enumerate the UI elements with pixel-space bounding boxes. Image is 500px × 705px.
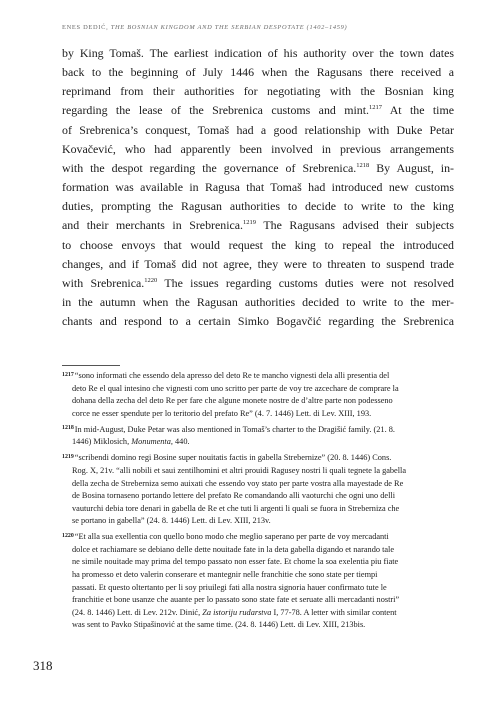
footnote-text: “sono informati che essendo dela apresso del deto Re te mancho vignesti dela alli presentia del <box>74 371 390 380</box>
footnote-line: deto Re el qual intesino che vignesti com uno scritto per parte de voy tre azcechare de comprare la <box>72 383 399 393</box>
footnote-line: de Bosina tornaseno portando lettere del prefato Re comandando alli vaoturchi che ogni uno delli <box>72 491 396 501</box>
body-line: formation was available in Ragusa that Tomaš had introduced new customs <box>62 180 454 195</box>
footnote-1218 <box>62 424 454 449</box>
page-number: 318 <box>33 658 53 673</box>
running-head <box>62 24 347 31</box>
footnote-ref-1217[interactable]: 1217 <box>368 104 382 112</box>
footnote-text: (24. 8. 1446) Lett. di Lev. 212v. Dinić, <box>72 607 201 617</box>
footnote-text: I, 77-78. A letter with similar content <box>271 607 397 617</box>
footnote-text: “Et alla sua exellentia con quello bono modo che meglio saperano per parte de voy mercadanti <box>74 532 389 542</box>
body-line-text: The Ragusans advised their subjects <box>263 218 454 233</box>
body-line <box>62 159 454 178</box>
body-line-text: with Srebrenica. <box>62 275 145 290</box>
footnote-line: corce ne esser spendute per lo teritorio del prefato Re” (4. 7. 1446) Lett. di Lev. XIII, 193. <box>72 408 372 418</box>
footnote-line: dolce et rachiamare se debiano delle dette nouitade fate in la deta gabella digando et narando tale <box>72 544 395 554</box>
footnote-line: franchitie et bone usanze che auante per lo passato sono state fate et seruate alli mercadanti nostri” <box>72 595 400 605</box>
body-line <box>62 101 454 120</box>
footnote-line <box>62 370 454 383</box>
footnote-line: della zecha de Streberniza semo auixati che essendo voy stato per parte vostra alla mayestade de Re <box>72 478 404 488</box>
footnote-number: 1217 <box>62 371 74 378</box>
footnote-line <box>62 424 454 437</box>
body-line: of Srebrenica’s conquest, Tomaš had a good relationship with Duke Petar <box>62 122 454 137</box>
body-line: in the autumn when the Ragusan authorities decided to write to the mer- <box>62 295 454 310</box>
footnote-line: ne simile nouitade may prima del tempo passato non esser fate. Et chome la soa exelentia piu fiate <box>72 557 399 567</box>
footnote-line: passati. Et questo oltertanto per li soy priuilegi fati alla nostra signoria hauer confirmato tute le <box>72 582 387 592</box>
footnotes <box>62 370 454 635</box>
footnote-1217 <box>62 370 454 420</box>
footnote-text: 1446) Miklosich, <box>72 437 130 447</box>
footnote-1219 <box>62 452 454 528</box>
running-head-title: THE BOSNIAN KINGDOM AND THE SERBIAN DESPOTATE (1402–1459) <box>110 24 348 31</box>
footnote-number: 1218 <box>62 425 74 432</box>
footnote-number: 1220 <box>62 533 74 539</box>
footnote-line <box>62 607 454 620</box>
body-line: by King Tomaš. The earliest indication of his authority over the town dates <box>62 46 454 60</box>
footnote-line <box>62 436 454 449</box>
body-line: chants and respond to a certain Simko Bogavčić regarding the Srebrenica <box>62 314 454 329</box>
footnote-line: dohana della zecha del deto Re per fare che algune monete nostre de d’altre parte non podesseno <box>72 396 393 406</box>
footnote-line: vauturchi debia tore denari in gabella de Re et che tuti li argenti li quali se fuora in Streberniza che <box>72 503 400 513</box>
body-line <box>62 274 454 293</box>
footnote-ref-1220[interactable]: 1220 <box>144 276 158 284</box>
body-line <box>62 216 454 235</box>
footnote-line: was sent to Pavko Stipašinović at the same time. (24. 8. 1446) Lett. di Lev. XIII, 213bis. <box>72 620 366 630</box>
footnote-line <box>62 531 454 544</box>
footnote-text: , 440. <box>170 437 190 447</box>
body-line-text: The issues regarding customs duties were not resolved <box>164 275 454 290</box>
footnote-divider <box>62 365 120 366</box>
body-line: Kovačević, who had apparently been involved in previous arrangements <box>62 141 454 156</box>
running-head-author: ENES DEDIĆ, <box>62 24 109 31</box>
footnote-line <box>62 452 454 465</box>
body-line: reprimand from their authorities for negotiating with the Bosnian king <box>62 84 454 99</box>
footnote-citation-title: Za istoriju rudarstva <box>202 607 272 617</box>
footnote-text: “scribendi domino regi Bosine super nouitatis factis in gabella Strebernize” (20. 8. 1446) Cons. <box>74 453 392 463</box>
body-line-text: regarding the lease of the Srebrenica customs and mint. <box>62 103 369 118</box>
main-text <box>62 44 454 331</box>
footnote-line: se portano in gabella” (24. 8. 1446) Lett. di Lev. XIII, 213v. <box>72 516 271 526</box>
body-line: back to the beginning of July 1446 when the Ragusans there received a <box>62 65 454 80</box>
footnote-ref-1218[interactable]: 1218 <box>356 161 370 169</box>
footnote-citation-title: Monumenta <box>131 437 171 447</box>
footnote-line: Rog. X, 21v. “alli nobili et saui zentilhomini et altri prouidi Ragusey nostri li quali tegnete la gabella <box>72 465 407 475</box>
body-line-text: with the despot regarding the governance of Srebrenica. <box>62 160 357 175</box>
body-line-text: By August, in- <box>376 160 454 175</box>
footnote-line: ha promesso et deto valerin conserare et mantegnir nelle franchitie che sono state per tiempi <box>72 570 378 580</box>
footnote-1220 <box>62 531 454 632</box>
body-line: changes, and if Tomaš did not agree, they were to threaten to suspend trade <box>62 256 454 271</box>
body-line-text: and their merchants in Srebrenica. <box>62 218 244 233</box>
footnote-number: 1219 <box>62 454 74 461</box>
footnote-text: In mid-August, Duke Petar was also mentioned in Tomaš’s charter to the Dragišić family. (21. 8. <box>74 424 395 434</box>
body-line-text: At the time <box>389 103 454 118</box>
footnote-ref-1219[interactable]: 1219 <box>243 219 257 227</box>
body-line: duties, prompting the Ragusan authorities to decide to write to the king <box>62 199 454 214</box>
body-line: to choose envoys that would request the king to repeal the introduced <box>62 237 454 252</box>
